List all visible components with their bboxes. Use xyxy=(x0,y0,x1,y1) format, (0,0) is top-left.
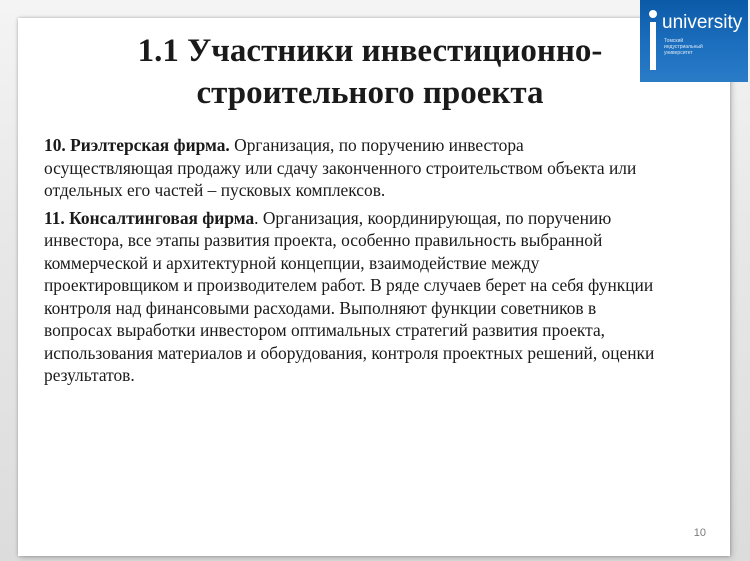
paragraph-line: коммерческой и архитектурной концепции, взаимодействие между xyxy=(44,252,540,273)
paragraph-label: 11. Консалтинговая фирма xyxy=(44,207,255,228)
university-logo xyxy=(640,0,748,82)
paragraph-line: вопросах выработки инвестором оптимальных стратегий развития проекта, xyxy=(44,320,606,340)
slide-title-line: строительного проекта xyxy=(196,75,544,111)
paragraph-line: контроля над финансовыми расходами. Выполняют функции советников в xyxy=(44,297,597,318)
paragraph-line xyxy=(44,207,714,230)
paragraph-text: Организация, по поручению инвестора xyxy=(229,135,524,155)
slide-title xyxy=(100,30,640,114)
paragraph-line: отдельных его частей – пусковых комплексов. xyxy=(44,180,386,200)
paragraph-line: проектировщиком и производителем работ. В ряде случаев берет на себя функции xyxy=(44,275,654,295)
logo-subtitle xyxy=(664,38,734,56)
paragraph-text: . Организация, координирующая, по поручению xyxy=(254,207,612,228)
slide-title-line: 1.1 Участники инвестиционно- xyxy=(137,33,603,69)
paragraph-realtor xyxy=(44,134,714,202)
logo-subtitle-line: Томский xyxy=(664,38,684,44)
slide-body xyxy=(44,134,714,392)
paragraph-line: использования материалов и оборудования, контроля проектных решений, оценки xyxy=(44,342,655,363)
paragraph-line: результатов. xyxy=(44,365,135,385)
paragraph-label: 10. Риэлтерская фирма. xyxy=(44,135,230,155)
logo-subtitle-line: индустриальный xyxy=(664,44,703,50)
logo-i-icon xyxy=(647,10,659,70)
paragraph-line xyxy=(44,134,714,157)
paragraph-consulting xyxy=(44,207,714,387)
logo-subtitle-line: университет xyxy=(664,50,693,56)
page-number: 10 xyxy=(693,527,706,539)
paragraph-line: инвестора, все этапы развития проекта, особенно правильность выбранной xyxy=(44,230,603,250)
paragraph-line: осуществляющая продажу или сдачу законченного строительством объекта или xyxy=(44,157,637,178)
logo-wordmark: university xyxy=(662,12,743,33)
